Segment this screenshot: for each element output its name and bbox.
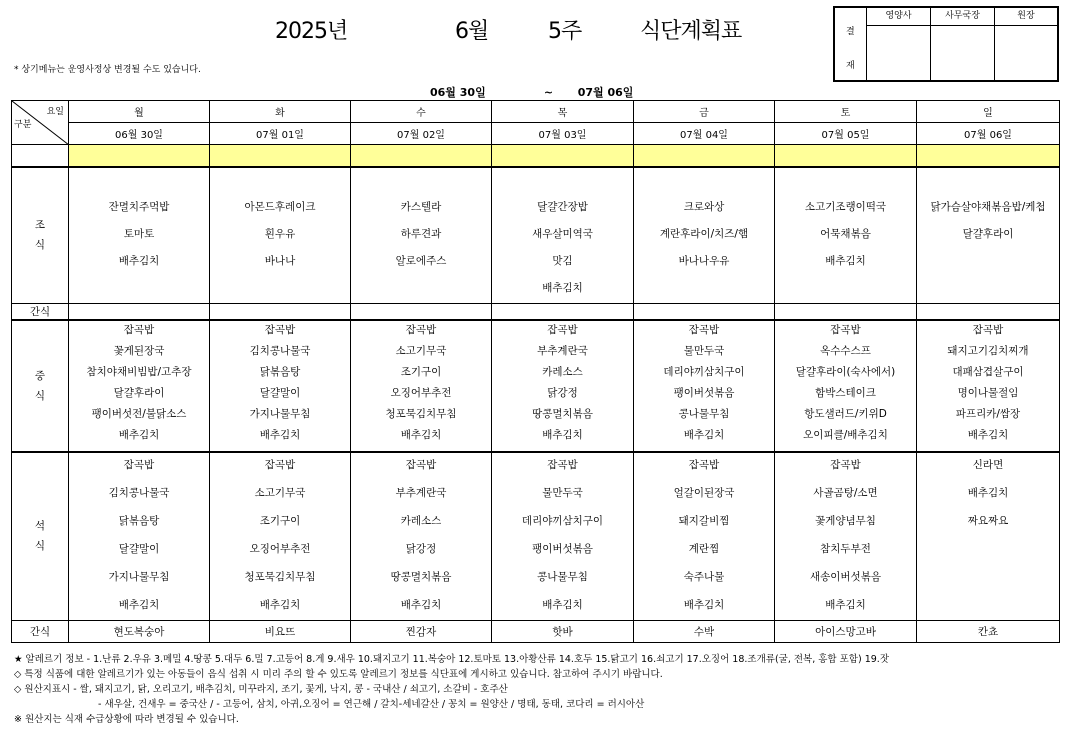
day-header: 월 [69,101,210,123]
menu-item: 물만두국 [683,345,725,357]
menu-item-list [69,453,209,612]
menu-item: 돼지고기김치찌개 [947,345,1029,357]
menu-item: 닭볶음탕 [118,515,160,527]
dinner-cell [69,452,210,620]
highlight-row-label [12,145,69,167]
menu-item: 잡곡밥 [688,324,720,336]
approval-box [833,6,1059,82]
highlight-cell [351,145,492,167]
am-snack-label: 간식 [12,304,69,321]
date-header: 07월 02일 [351,123,492,145]
menu-item: 배추김치 [259,599,301,611]
breakfast-cell [69,167,210,304]
lunch-cell [69,320,210,452]
menu-item: 바나나 [264,254,296,267]
menu-item: 맛김 [552,254,573,267]
menu-item: 계란후라이/치즈/햄 [659,227,749,240]
menu-item: 배추김치 [967,429,1009,441]
allergy-posting-note: ◇ 특정 식품에 대한 알레르기가 있는 아동들이 음식 섭취 시 미리 주의 할 수 있도록 알레르기 정보를 식단표에 게시하고 있습니다. 참고하여 주시기 바랍니다. [14,669,663,680]
breakfast-cell [351,167,492,304]
menu-item: 배추김치 [400,599,442,611]
menu-item: 흰우유 [264,227,296,240]
menu-item: 닭가슴살야채볶음밥/케첩 [930,200,1046,213]
menu-item: 잡곡밥 [123,459,155,471]
menu-item: 배추김치 [967,487,1009,499]
menu-item: 꽃게된장국 [113,345,165,357]
am-snack-cell [351,304,492,321]
period-separator: ~ [543,86,554,99]
menu-item: 데리야끼삼치구이 [663,366,745,378]
approval-role: 사무국장 [931,8,994,26]
menu-item: 잡곡밥 [405,459,437,471]
menu-item: 얼갈이된장국 [673,487,735,499]
date-header: 07월 01일 [210,123,351,145]
menu-item-list [775,168,916,268]
menu-item: 땅콩멸치볶음 [532,408,593,420]
menu-item: 잡곡밥 [264,324,296,336]
menu-item-list [210,321,350,442]
date-header: 07월 04일 [634,123,775,145]
date-header: 07월 03일 [492,123,634,145]
menu-item: 팽이버섯볶음 [532,543,593,555]
menu-item: 배추김치 [118,254,160,267]
date-row [12,123,1060,145]
menu-item-list [492,168,633,295]
approval-dietitian [867,8,931,80]
menu-item: 가지나물무침 [249,408,311,420]
dinner-cell [351,452,492,620]
pm-snack-cell: 수박 [634,620,775,642]
am-snack-cell [210,304,351,321]
menu-item-list [492,321,633,442]
menu-item: 어묵채볶음 [820,227,871,240]
header-week: 5주 [548,19,582,44]
menu-item: 하루견과 [400,227,442,240]
menu-item-list [634,321,774,442]
menu-change-notice: * 상기메뉴는 운영사정상 변경될 수도 있습니다. [14,65,201,75]
day-header: 토 [775,101,917,123]
menu-item: 카레소스 [400,515,442,527]
menu-item: 항도샐러드/키위D [804,408,887,420]
menu-item: 신라면 [972,459,1004,471]
menu-item: 김치콩나물국 [108,487,170,499]
approval-side-top: 결 [846,27,855,37]
menu-item: 명이나물절임 [957,387,1019,399]
menu-item: 소고기조랭이떡국 [804,200,887,213]
am-snack-cell [775,304,917,321]
breakfast-cell [917,167,1060,304]
period-range [430,84,633,100]
day-header: 일 [917,101,1060,123]
pm-snack-cell: 비요뜨 [210,620,351,642]
menu-item: 잡곡밥 [688,459,720,471]
pm-snack-row [12,620,1060,642]
lunch-row [12,320,1060,452]
approval-side-bottom: 재 [846,61,855,71]
breakfast-cell [775,167,917,304]
menu-item: 파프리카/쌈장 [955,408,1021,420]
day-row [12,101,1060,123]
menu-item: 닭볶음탕 [259,366,301,378]
menu-item: 달걀말이 [259,387,301,399]
menu-item: 데리야끼삼치구이 [521,515,604,527]
menu-item: 카레소스 [542,366,583,378]
menu-item: 토마토 [123,227,155,240]
menu-item: 계란찜 [688,543,720,555]
menu-item: 새송이버섯볶음 [809,571,881,583]
menu-item-list [917,453,1059,528]
menu-item: 사골곰탕/소면 [813,487,878,499]
lunch-label: 중식 [12,320,69,452]
highlight-cell [634,145,775,167]
lunch-cell [210,320,351,452]
menu-item: 대패삼겹살구이 [952,366,1024,378]
menu-item: 소고기무국 [395,345,447,357]
corner-cell [12,101,69,145]
date-header: 06월 30일 [69,123,210,145]
menu-item-list [210,168,350,268]
menu-item: 달걀후라이(숙사에서) [795,366,896,378]
lunch-cell [775,320,917,452]
menu-item: 참치야채비빔밥/고추장 [86,366,192,378]
lunch-cell [917,320,1060,452]
menu-item: 배추김치 [118,429,160,441]
period-from: 06월 30일 [430,86,486,99]
highlight-row [12,145,1060,167]
menu-item: 카스텔라 [400,200,442,213]
dinner-label: 석식 [12,452,69,620]
menu-item: 배추김치 [542,429,583,441]
menu-item: 잡곡밥 [830,324,861,336]
menu-item-list [775,453,916,612]
menu-item-list [351,321,491,442]
menu-item: 배추김치 [259,429,301,441]
menu-item-list [351,453,491,612]
dinner-row [12,452,1060,620]
menu-item: 오징어부추전 [249,543,311,555]
menu-item: 잡곡밥 [830,459,861,471]
breakfast-cell [492,167,634,304]
header-year: 2025년 [275,19,348,44]
menu-item: 오징어부추전 [390,387,452,399]
origin-note: ◇ 원산지표시 - 쌀, 돼지고기, 닭, 오리고기, 배추김치, 미꾸라지, 조기, 꽃게, 낙지, 콩 - 국내산 / 쇠고기, 소갈비 - 호주산 [14,684,508,695]
day-header: 목 [492,101,634,123]
menu-item: 돼지갈비찜 [678,515,730,527]
dinner-cell [210,452,351,620]
menu-item: 잡곡밥 [405,324,437,336]
menu-item: 바나나우유 [678,254,730,267]
menu-item: 닭강정 [405,543,437,555]
menu-item: 땅콩멸치볶음 [390,571,452,583]
menu-item: 오이피클/배추김치 [803,429,888,441]
header-month: 6월 [455,19,489,44]
menu-item: 잡곡밥 [547,459,578,471]
menu-item: 부추계란국 [537,345,588,357]
menu-item: 크로와상 [683,200,725,213]
dinner-cell [917,452,1060,620]
menu-item: 배추김치 [825,599,866,611]
pm-snack-cell: 칸쵸 [917,620,1060,642]
footer-notes [14,652,1064,727]
menu-item: 잡곡밥 [123,324,155,336]
dinner-cell [492,452,634,620]
menu-item: 배추김치 [542,281,583,294]
menu-item: 달걀말이 [118,543,160,555]
menu-item-list [775,321,916,442]
menu-item-list [917,321,1059,442]
breakfast-cell [634,167,775,304]
menu-item: 청포묵김치무침 [244,571,316,583]
menu-item: 새우살미역국 [532,227,593,240]
menu-item: 아몬드후레이크 [244,200,316,213]
menu-item-list [634,453,774,612]
menu-item: 가지나물무침 [108,571,170,583]
menu-item: 물만두국 [542,487,583,499]
highlight-cell [492,145,634,167]
dinner-cell [634,452,775,620]
corner-category-label: 구분 [14,120,32,130]
menu-item: 잡곡밥 [972,324,1004,336]
menu-item: 팽이버섯전/불닭소스 [91,408,187,420]
allergy-info-note: ★ 알레르기 정보 - 1.난류 2.우유 3.메밀 4.땅콩 5.대두 6.밀 7.고등어 8.게 9.새우 10.돼지고기 11.복숭아 12.토마토 13.아황산류 14.호두 15.닭고기 16.쇠고기 17.오징어 18.조개류(굴, 전복, 홍합 포함) 19.잣 [14,654,889,665]
breakfast-cell [210,167,351,304]
highlight-cell [210,145,351,167]
highlight-cell [775,145,917,167]
menu-item: 숙주나물 [683,571,725,583]
approval-side-label [835,8,867,80]
menu-item: 소고기무국 [254,487,306,499]
approval-director [995,8,1057,80]
menu-item: 팽이버섯볶음 [673,387,735,399]
menu-item: 함박스테이크 [815,387,876,399]
highlight-cell [69,145,210,167]
breakfast-row [12,167,1060,304]
origin-change-note: ※ 원산지는 식재 수급상황에 따라 변경될 수 있습니다. [14,714,239,725]
breakfast-label: 조식 [12,167,69,304]
menu-item: 부추계란국 [395,487,447,499]
am-snack-cell [69,304,210,321]
menu-item: 꽃게양념무침 [815,515,876,527]
period-to: 07월 06일 [577,86,634,99]
menu-item: 배추김치 [683,429,725,441]
pm-snack-label: 간식 [12,620,69,642]
corner-weekday-label: 요일 [46,107,64,117]
menu-item: 달걀후라이 [113,387,165,399]
menu-table [11,100,1060,643]
menu-item: 배추김치 [400,429,442,441]
approval-role: 영양사 [867,8,930,26]
lunch-cell [351,320,492,452]
date-header: 07월 06일 [917,123,1060,145]
lunch-cell [492,320,634,452]
menu-item-list [917,168,1059,241]
menu-item: 참치두부전 [820,543,871,555]
day-header: 수 [351,101,492,123]
am-snack-row [12,304,1060,321]
menu-item: 배추김치 [542,599,583,611]
menu-item: 김치콩나물국 [249,345,311,357]
menu-item: 잔멸치주먹밥 [108,200,170,213]
pm-snack-cell: 핫바 [492,620,634,642]
menu-item: 콩나물무침 [537,571,588,583]
pm-snack-cell: 현도복숭아 [69,620,210,642]
menu-item: 콩나물무침 [678,408,730,420]
am-snack-cell [492,304,634,321]
menu-item: 배추김치 [825,254,866,267]
menu-item: 배추김치 [683,599,725,611]
menu-item: 짜요짜요 [967,515,1009,527]
menu-item: 달걀후라이 [962,227,1014,240]
date-header: 07월 05일 [775,123,917,145]
menu-item: 닭강정 [547,387,578,399]
menu-item-list [69,321,209,442]
am-snack-cell [634,304,775,321]
menu-item-list [210,453,350,612]
lunch-cell [634,320,775,452]
approval-office-manager [931,8,995,80]
page-title: 식단계획표 [640,19,742,44]
menu-item: 청포묵김치무침 [385,408,457,420]
am-snack-cell [917,304,1060,321]
menu-item: 잡곡밥 [264,459,296,471]
highlight-cell [917,145,1060,167]
origin-note-continued: - 새우살, 건새우 = 중국산 / - 고등어, 삼치, 아귀,오징어 = 연근해 / 갈치-세네갈산 / 꽁치 = 원양산 / 명태, 동태, 코다리 = 러시아산 [98,699,645,710]
dinner-cell [775,452,917,620]
menu-item: 잡곡밥 [547,324,578,336]
menu-item-list [351,168,491,268]
menu-item-list [634,168,774,268]
pm-snack-cell: 찐감자 [351,620,492,642]
menu-item: 알로에주스 [395,254,447,267]
menu-item-list [492,453,633,612]
menu-item: 배추김치 [118,599,160,611]
menu-item: 옥수수스프 [820,345,871,357]
approval-role: 원장 [995,8,1057,26]
menu-item-list [69,168,209,268]
pm-snack-cell: 아이스망고바 [775,620,917,642]
menu-item: 달걀간장밥 [537,200,588,213]
day-header: 화 [210,101,351,123]
day-header: 금 [634,101,775,123]
menu-item: 조기구이 [400,366,442,378]
menu-item: 조기구이 [259,515,301,527]
